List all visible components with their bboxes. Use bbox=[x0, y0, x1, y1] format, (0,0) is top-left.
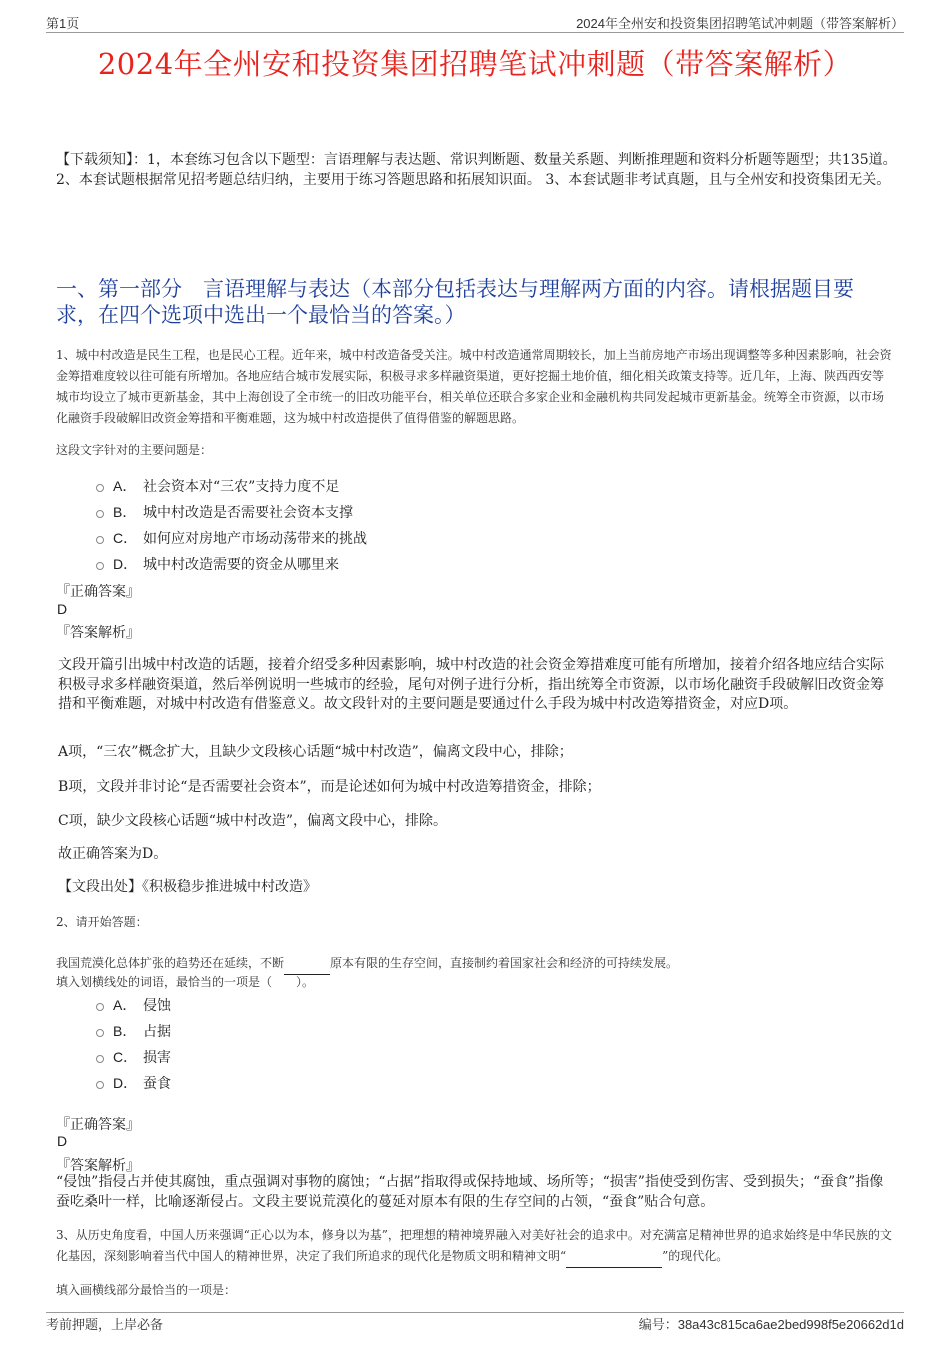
option-text: 损害 bbox=[143, 1050, 171, 1066]
question-2-analysis-label: 『答案解析』 bbox=[56, 1158, 140, 1174]
question-3-text-after: ”的现代化。 bbox=[662, 1249, 729, 1263]
question-3-text bbox=[56, 1225, 894, 1268]
footer-divider bbox=[46, 1312, 904, 1313]
question-1-note-a: A项，“三农”概念扩大，且缺少文段核心话题“城中村改造”，偏离文段中心，排除； bbox=[58, 744, 573, 760]
radio-icon[interactable] bbox=[96, 1029, 104, 1037]
download-notice: 【下载须知】：1，本套练习包含以下题型：言语理解与表达题、常识判断题、数量关系题、判断推理题和资料分析题等题型；共135道。 2、本套试题根据常见招考题总结归纳，主要用于练习答题思路和拓展知识面。 3、本套试题非考试真题，且与全州安和投资集团无关。 bbox=[56, 152, 897, 188]
option-letter: B． bbox=[113, 504, 137, 520]
question-2-answer: D bbox=[57, 1133, 68, 1149]
question-2-option-b[interactable] bbox=[96, 1021, 171, 1041]
question-1-answer: D bbox=[57, 601, 68, 617]
question-1-option-c[interactable] bbox=[96, 528, 367, 548]
option-text: 城中村改造是否需要社会资本支撑 bbox=[143, 505, 353, 521]
question-1-option-d[interactable] bbox=[96, 554, 339, 574]
question-1-analysis-label: 『答案解析』 bbox=[56, 625, 140, 641]
option-text: 如何应对房地产市场动荡带来的挑战 bbox=[143, 531, 367, 547]
option-letter: C． bbox=[113, 1049, 138, 1065]
question-2-option-d[interactable] bbox=[96, 1073, 171, 1093]
question-2-option-c[interactable] bbox=[96, 1047, 171, 1067]
question-2-stem: 填入划横线处的词语，最恰当的一项是（ ）。 bbox=[56, 975, 315, 989]
page-title: 2024年全州安和投资集团招聘笔试冲刺题（带答案解析） bbox=[97, 47, 853, 81]
question-1-stem: 这段文字针对的主要问题是： bbox=[56, 443, 213, 457]
question-1-answer-label: 『正确答案』 bbox=[56, 584, 140, 600]
question-2-answer-label: 『正确答案』 bbox=[56, 1117, 140, 1133]
question-1-option-a[interactable] bbox=[96, 476, 339, 496]
header-divider bbox=[46, 32, 904, 33]
question-1-conclusion: 故正确答案为D。 bbox=[58, 846, 168, 862]
question-1-note-b: B项，文段并非讨论“是否需要社会资本”，而是论述如何为城中村改造筹措资金，排除； bbox=[58, 779, 601, 795]
option-letter: C． bbox=[113, 530, 138, 546]
footer-code bbox=[639, 1314, 904, 1333]
radio-icon[interactable] bbox=[96, 1003, 104, 1011]
section-title: 一、第一部分 言语理解与表达（本部分包括表达与理解两方面的内容。请根据题目要求，在四个选项中选出一个最恰当的答案。） bbox=[56, 277, 854, 327]
question-1-text: 1、城中村改造是民生工程，也是民心工程。近年来，城中村改造备受关注。城中村改造通常周期较长，加上当前房地产市场出现调整等多种因素影响，社会资金筹措难度较以往可能有所增加。各地应结合城市发展实际，积极寻求多样融资渠道，更好挖掘土地价值，细化相关政策支持等。近几年，上海、陕西西安等城市均设立了城市更新基金，其中上海创设了全市统一的旧改功能平台，相关单位还联合多家企业和金融机构共同发起城市更新基金。统筹全市资源，以市场化融资手段破解旧改资金筹措和平衡难题，这为城中村改造提供了值得借鉴的解题思路。 bbox=[56, 348, 892, 425]
question-2-intro: 2、请开始答题： bbox=[56, 915, 148, 929]
option-text: 城中村改造需要的资金从哪里来 bbox=[143, 557, 339, 573]
question-3-text-before: 3、从历史角度看，中国人历来强调“正心以为本，修身以为基”，把理想的精神境界融入对美好社会的追求中。对充满富足精神世界的追求始终是中华民族的文化基因，深刻影响着当代中国人的精神世界，决定了我们所追求的现代化是物质文明和精神文明“ bbox=[56, 1228, 892, 1263]
footer-slogan: 考前押题，上岸必备 bbox=[46, 1318, 164, 1333]
option-letter: B． bbox=[113, 1023, 137, 1039]
footer-code-value: 38a43c815ca6ae2bed998f5e20662d1d bbox=[677, 1317, 904, 1332]
radio-icon[interactable] bbox=[96, 562, 104, 570]
question-1-analysis: 文段开篇引出城中村改造的话题，接着介绍受多种因素影响，城中村改造的社会资金筹措难度可能有所增加，接着介绍各地应结合实际积极寻求多样融资渠道，然后举例说明一些城市的经验，尾句对例子进行分析，指出统筹全市资源，以市场化融资手段破解旧改资金筹措和平衡难题，对城中村改造有借鉴意义。故文段针对的主要问题是要通过什么手段为城中村改造筹措资金，对应D项。 bbox=[58, 657, 884, 712]
option-letter: D． bbox=[113, 1075, 138, 1091]
radio-icon[interactable] bbox=[96, 1055, 104, 1063]
radio-icon[interactable] bbox=[96, 484, 104, 492]
fill-blank bbox=[566, 1246, 662, 1268]
question-1-note-c: C项，缺少文段核心话题“城中村改造”，偏离文段中心，排除。 bbox=[58, 813, 448, 829]
option-text: 蚕食 bbox=[143, 1076, 171, 1092]
option-text: 占据 bbox=[143, 1024, 171, 1040]
option-text: 侵蚀 bbox=[143, 998, 171, 1014]
question-2-option-a[interactable] bbox=[96, 995, 171, 1015]
question-2-analysis: “侵蚀”指侵占并使其腐蚀，重点强调对事物的腐蚀；“占据”指取得或保持地域、场所等；“损害”指使受到伤害、受到损失；“蚕食”指像蚕吃桑叶一样，比喻逐渐侵占。文段主要说荒漠化的蔓延对原本有限的生存空间的占领，“蚕食”贴合句意。 bbox=[56, 1174, 884, 1210]
question-2-text-after: 原本有限的生存空间，直接制约着国家社会和经济的可持续发展。 bbox=[330, 956, 679, 970]
footer-code-label: 编号： bbox=[638, 1318, 678, 1333]
option-letter: A． bbox=[113, 997, 137, 1013]
question-1-source: 【文段出处】《积极稳步推进城中村改造》 bbox=[58, 879, 317, 895]
option-letter: D． bbox=[113, 556, 138, 572]
radio-icon[interactable] bbox=[96, 536, 104, 544]
option-text: 社会资本对“三农”支持力度不足 bbox=[143, 479, 340, 495]
question-2-text-before: 我国荒漠化总体扩张的趋势还在延续，不断 bbox=[56, 956, 285, 970]
header-doc-title: 2024年全州安和投资集团招聘笔试冲刺题（带答案解析） bbox=[576, 16, 904, 31]
option-letter: A． bbox=[113, 478, 137, 494]
radio-icon[interactable] bbox=[96, 1081, 104, 1089]
question-3-stem: 填入画横线部分最恰当的一项是： bbox=[56, 1283, 237, 1297]
question-1-option-b[interactable] bbox=[96, 502, 353, 522]
radio-icon[interactable] bbox=[96, 510, 104, 518]
page-number: 第1页 bbox=[46, 16, 80, 31]
